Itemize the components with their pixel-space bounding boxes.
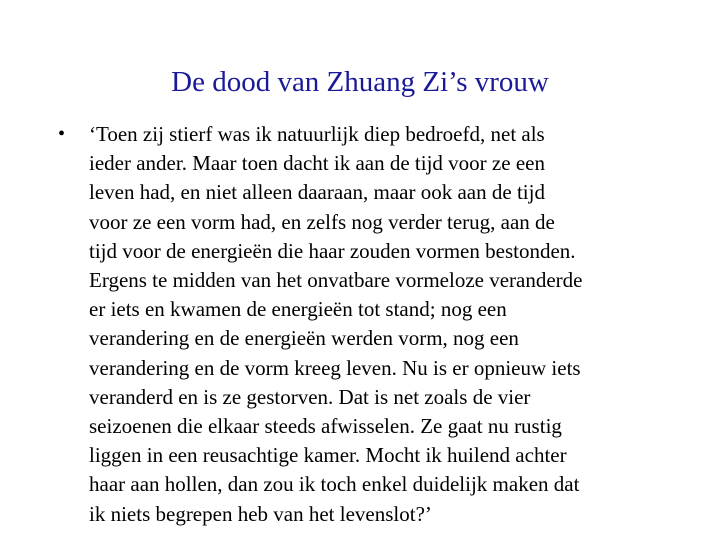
text-line: er iets en kwamen de energieën tot stand; nog een	[89, 297, 507, 322]
bullet-item	[58, 120, 689, 529]
text-line: Ergens te midden van het onvatbare vormeloze veranderde	[89, 268, 583, 293]
text-line: seizoenen die elkaar steeds afwisselen. Ze gaat nu rustig	[89, 414, 562, 439]
bullet-icon: •	[58, 123, 66, 145]
text-line: liggen in een reusachtige kamer. Mocht ik huilend achter	[89, 443, 567, 468]
text-line: ik niets begrepen heb van het levenslot?’	[89, 501, 432, 526]
slide-title: De dood van Zhuang Zi’s vrouw	[171, 66, 549, 98]
text-line: leven had, en niet alleen daaraan, maar ook aan de tijd	[89, 180, 545, 205]
text-line: haar aan hollen, dan zou ik toch enkel duidelijk maken dat	[89, 472, 580, 497]
text-line: tijd voor de energieën die haar zouden vormen bestonden.	[89, 238, 576, 263]
text-line: ‘Toen zij stierf was ik natuurlijk diep bedroefd, net als	[89, 122, 545, 146]
text-line: voor ze een vorm had, en zelfs nog verder terug, aan de	[89, 209, 555, 234]
bullet-text	[89, 120, 689, 529]
text-line: veranderd en is ze gestorven. Dat is net zoals de vier	[89, 384, 531, 409]
text-line: ieder ander. Maar toen dacht ik aan de tijd voor ze een	[89, 151, 545, 176]
bullet-list	[58, 120, 689, 529]
text-line: verandering en de vorm kreeg leven. Nu is er opnieuw iets	[89, 355, 581, 380]
text-line: verandering en de energieën werden vorm, nog een	[89, 326, 519, 351]
